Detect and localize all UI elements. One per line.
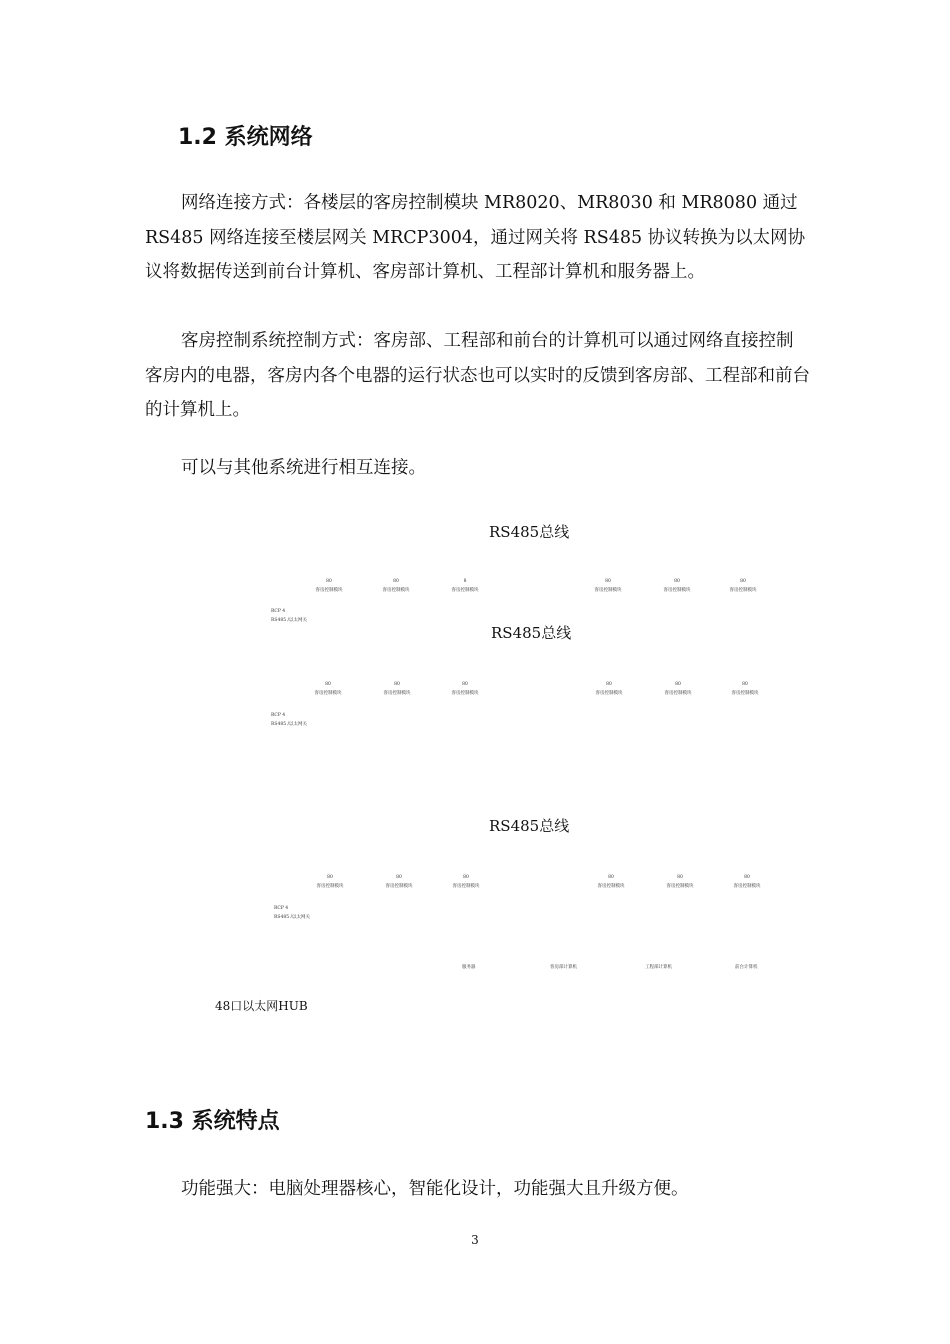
floor-gateway: RCP 4 RS485 /以太网关 <box>271 609 308 623</box>
room-module: 80 客房控制模块 <box>666 875 694 889</box>
bus-label-2: RS485总线 <box>491 624 572 642</box>
section-heading-1-3: 1.3 系统特点 <box>145 1109 280 1134</box>
server-label: 服务器 <box>462 965 476 970</box>
room-module: 80 客房控制模块 <box>452 875 480 889</box>
room-module: 80 客房控制模块 <box>595 682 623 696</box>
ethernet-hub-label: 48口以太网HUB <box>215 999 308 1013</box>
front-desk-computer-label: 前台计算机 <box>735 965 758 970</box>
room-module: 80 客房控制模块 <box>663 579 691 593</box>
room-module: 80 客房控制模块 <box>316 875 344 889</box>
room-module: 80 客房控制模块 <box>315 579 343 593</box>
floor-gateway: RCP 4 RS485 /以太网关 <box>271 713 308 727</box>
housekeeping-computer-label: 客房部计算机 <box>550 965 577 970</box>
room-module: 80 客房控制模块 <box>385 875 413 889</box>
room-module: 80 客房控制模块 <box>594 579 622 593</box>
page-number: 3 <box>471 1233 479 1247</box>
bus-label-1: RS485总线 <box>489 523 570 541</box>
room-module: 80 客房控制模块 <box>733 875 761 889</box>
paragraph-control-method: 客房控制系统控制方式：客房部、工程部和前台的计算机可以通过网络直接控制客房内的电器，客房内各个电器的运行状态也可以实时的反馈到客房部、工程部和前台的计算机上。 <box>145 331 810 420</box>
bus-label-3: RS485总线 <box>489 817 570 835</box>
paragraph-features: 功能强大：电脑处理器核心，智能化设计，功能强大且升级方便。 <box>181 1179 689 1199</box>
room-module: 80 客房控制模块 <box>597 875 625 889</box>
room-module: 80 客房控制模块 <box>451 682 479 696</box>
floor-gateway: RCP 4 RS485 /以太网关 <box>274 906 311 920</box>
room-module: 80 客房控制模块 <box>382 579 410 593</box>
engineering-computer-label: 工程部计算机 <box>645 965 672 970</box>
room-module: 80 客房控制模块 <box>729 579 757 593</box>
room-module: 80 客房控制模块 <box>731 682 759 696</box>
room-module: 80 客房控制模块 <box>383 682 411 696</box>
room-module: 8 客房控制模块 <box>451 579 479 593</box>
room-module: 80 客房控制模块 <box>664 682 692 696</box>
paragraph-network-connection: 网络连接方式：各楼层的客房控制模块 MR8020、MR8030 和 MR8080 通过 RS485 网络连接至楼层网关 MRCP3004，通过网关将 RS485 协议转换为以太网协议将数据传送到前台计算机、客房部计算机、工程部计算机和服务器上。 <box>145 193 806 282</box>
section-heading-1-2: 1.2 系统网络 <box>178 125 313 150</box>
room-module: 80 客房控制模块 <box>314 682 342 696</box>
paragraph-interconnection: 可以与其他系统进行相互连接。 <box>181 458 426 478</box>
